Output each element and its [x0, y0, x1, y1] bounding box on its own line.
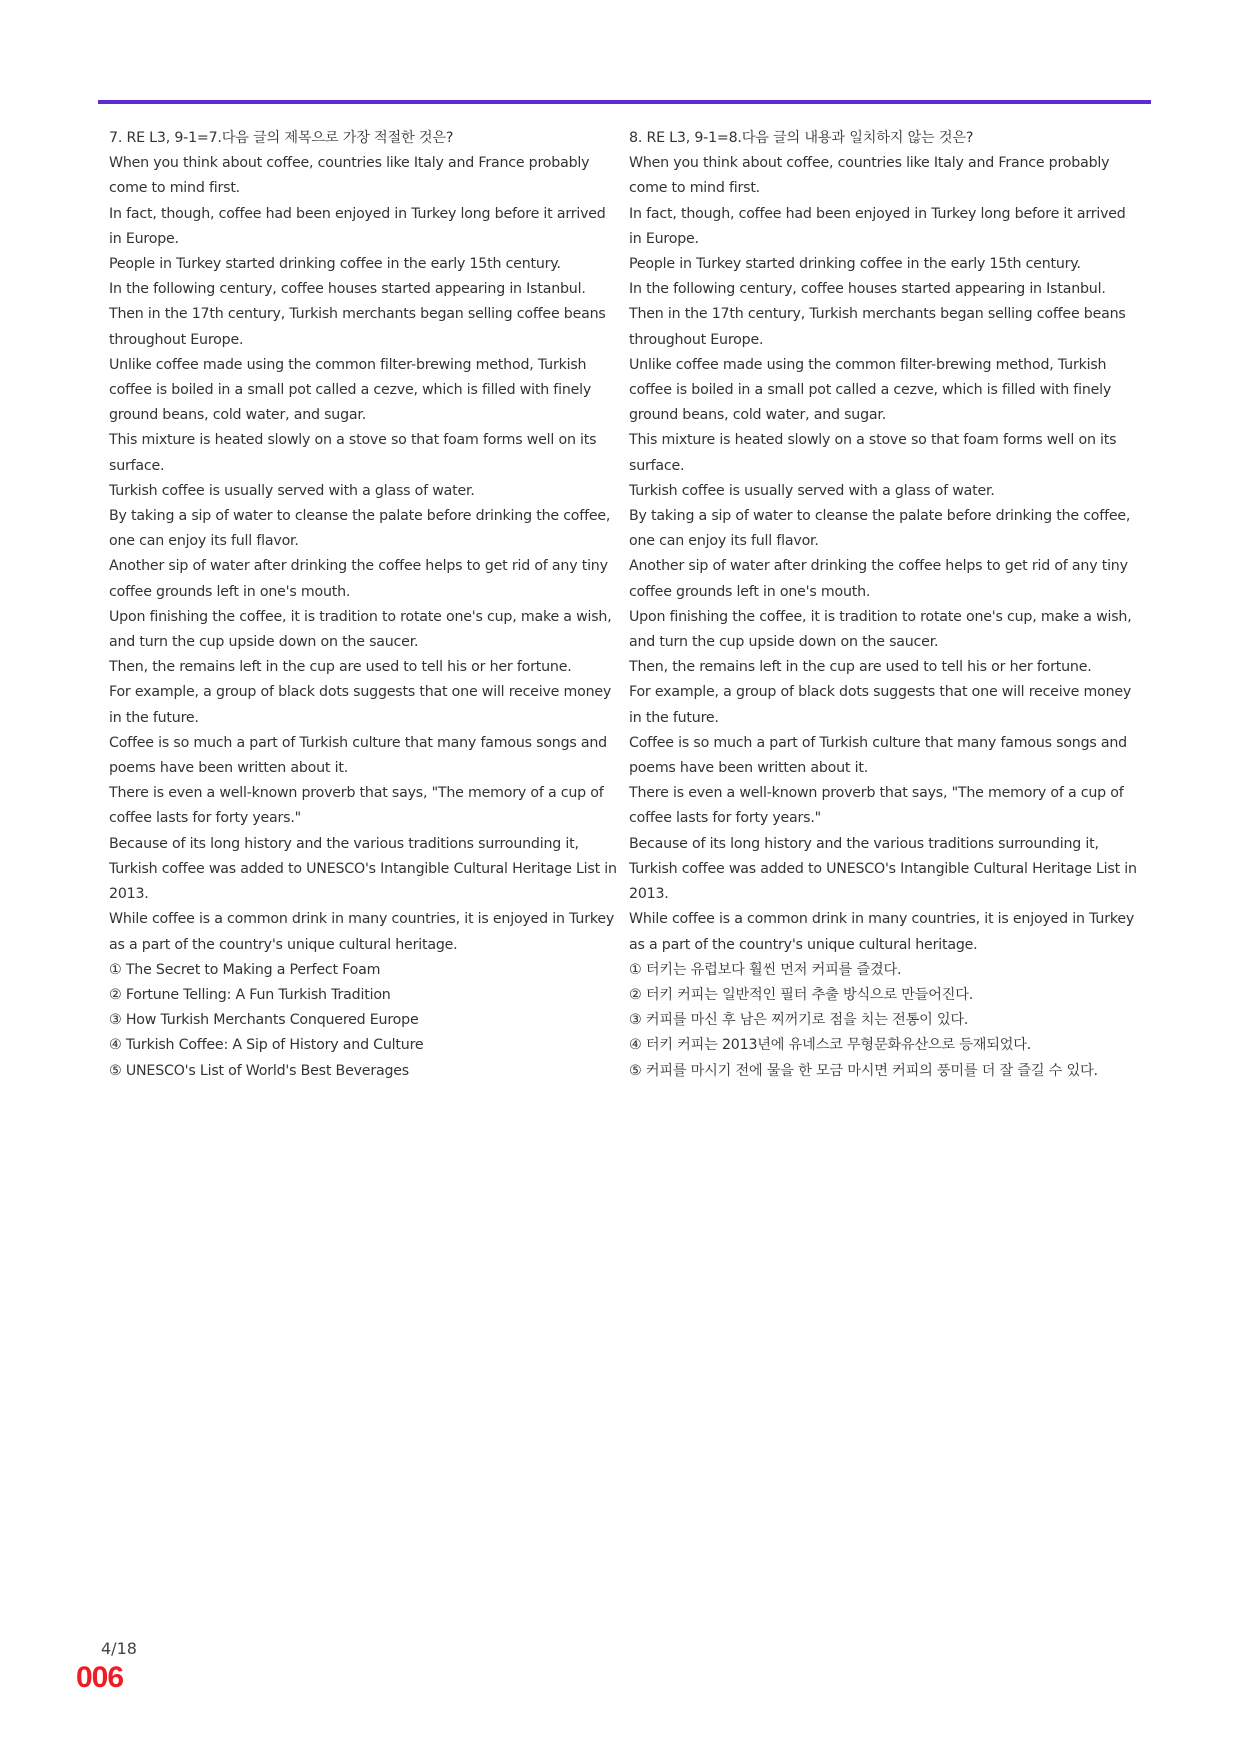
passage-sentence: By taking a sip of water to cleanse the palate before drinking the coffee, one can enjoy its full flavor. [109, 508, 611, 550]
passage-sentence: People in Turkey started drinking coffee in the early 15th century. [629, 256, 1081, 273]
page-number: 4/18 [101, 1639, 137, 1658]
question-7-header: 7. RE L3, 9-1=7.다음 글의 제목으로 가장 적절한 것은? [109, 130, 454, 146]
passage-sentence: There is even a well-known proverb that says, "The memory of a cup of coffee lasts for forty years." [629, 785, 1124, 827]
question-8-column [629, 126, 1137, 1084]
passage-sentence: Because of its long history and the various traditions surrounding it, Turkish coffee was added to UNESCO's Intangible Cultural Heritage List in 2013. [629, 835, 1137, 903]
passage-sentence: Upon finishing the coffee, it is tradition to rotate one's cup, make a wish, and turn the cup upside down on the saucer. [629, 608, 1132, 651]
passage-sentence: This mixture is heated slowly on a stove so that foam forms well on its surface. [109, 432, 597, 474]
answer-option-4: ④ Turkish Coffee: A Sip of History and Culture [109, 1037, 424, 1054]
passage-sentence: Turkish coffee is usually served with a glass of water. [629, 482, 995, 499]
header-rule [98, 100, 1151, 104]
passage-sentence: Then, the remains left in the cup are used to tell his or her fortune. [109, 659, 572, 676]
passage-sentence: There is even a well-known proverb that says, "The memory of a cup of coffee lasts for forty years." [109, 785, 604, 827]
answer-option-5: ⑤ UNESCO's List of World's Best Beverages [109, 1062, 409, 1079]
passage-sentence: In fact, though, coffee had been enjoyed in Turkey long before it arrived in Europe. [629, 205, 1126, 247]
answer-option-5: ⑤ 커피를 마시기 전에 물을 한 모금 마시면 커피의 풍미를 더 잘 즐길 수 있다. [629, 1062, 1098, 1079]
answer-option-1: ① 터키는 유럽보다 훨씬 먼저 커피를 즐겼다. [629, 961, 902, 978]
passage-sentence: While coffee is a common drink in many countries, it is enjoyed in Turkey as a part of the country's unique cultural heritage. [109, 911, 615, 953]
passage-sentence: Turkish coffee is usually served with a glass of water. [109, 482, 475, 499]
passage-sentence: Another sip of water after drinking the coffee helps to get rid of any tiny coffee grounds left in one's mouth. [109, 558, 608, 600]
question-7-column [109, 126, 617, 1084]
passage-sentence: Unlike coffee made using the common filter-brewing method, Turkish coffee is boiled in a small pot called a cezve, which is filled with finely ground beans, cold water, and sugar. [629, 356, 1112, 424]
passage-sentence: Coffee is so much a part of Turkish culture that many famous songs and poems have been written about it. [629, 734, 1127, 777]
passage-sentence: In the following century, coffee houses started appearing in Istanbul. [629, 281, 1106, 298]
passage-sentence: Another sip of water after drinking the coffee helps to get rid of any tiny coffee grounds left in one's mouth. [629, 558, 1128, 600]
passage-sentence: People in Turkey started drinking coffee in the early 15th century. [109, 256, 561, 273]
question-7-passage [109, 151, 617, 958]
question-8-options [629, 958, 1137, 1084]
passage-sentence: While coffee is a common drink in many countries, it is enjoyed in Turkey as a part of the country's unique cultural heritage. [629, 911, 1135, 953]
passage-sentence: When you think about coffee, countries like Italy and France probably come to mind first. [629, 155, 1110, 197]
passage-sentence: Unlike coffee made using the common filter-brewing method, Turkish coffee is boiled in a small pot called a cezve, which is filled with finely ground beans, cold water, and sugar. [109, 356, 592, 424]
answer-option-2: ② 터키 커피는 일반적인 필터 추출 방식으로 만들어진다. [629, 986, 974, 1003]
answer-option-3: ③ 커피를 마신 후 남은 찌꺼기로 점을 치는 전통이 있다. [629, 1012, 969, 1029]
passage-sentence: For example, a group of black dots suggests that one will receive money in the future. [629, 684, 1132, 726]
passage-sentence: Because of its long history and the various traditions surrounding it, Turkish coffee was added to UNESCO's Intangible Cultural Heritage List in 2013. [109, 835, 617, 903]
answer-option-4: ④ 터키 커피는 2013년에 유네스코 무형문화유산으로 등재되었다. [629, 1037, 1032, 1054]
passage-sentence: Then in the 17th century, Turkish merchants began selling coffee beans throughout Europe. [629, 306, 1126, 348]
question-8-header: 8. RE L3, 9-1=8.다음 글의 내용과 일치하지 않는 것은? [629, 130, 974, 146]
passage-sentence: Upon finishing the coffee, it is tradition to rotate one's cup, make a wish, and turn the cup upside down on the saucer. [109, 608, 612, 651]
passage-sentence: Then in the 17th century, Turkish merchants began selling coffee beans throughout Europe. [109, 306, 606, 348]
passage-sentence: Then, the remains left in the cup are used to tell his or her fortune. [629, 659, 1092, 676]
passage-sentence: In the following century, coffee houses started appearing in Istanbul. [109, 281, 586, 298]
passage-sentence: This mixture is heated slowly on a stove so that foam forms well on its surface. [629, 432, 1117, 474]
answer-option-3: ③ How Turkish Merchants Conquered Europe [109, 1012, 419, 1029]
question-8-passage [629, 151, 1137, 958]
answer-option-2: ② Fortune Telling: A Fun Turkish Tradition [109, 986, 391, 1003]
passage-sentence: By taking a sip of water to cleanse the palate before drinking the coffee, one can enjoy its full flavor. [629, 508, 1131, 550]
passage-sentence: When you think about coffee, countries like Italy and France probably come to mind first. [109, 155, 590, 197]
question-7-options [109, 958, 617, 1084]
answer-option-1: ① The Secret to Making a Perfect Foam [109, 961, 381, 978]
passage-sentence: Coffee is so much a part of Turkish culture that many famous songs and poems have been written about it. [109, 734, 607, 777]
passage-sentence: In fact, though, coffee had been enjoyed in Turkey long before it arrived in Europe. [109, 205, 606, 247]
passage-sentence: For example, a group of black dots suggests that one will receive money in the future. [109, 684, 612, 726]
page-code: 006 [76, 1661, 124, 1694]
